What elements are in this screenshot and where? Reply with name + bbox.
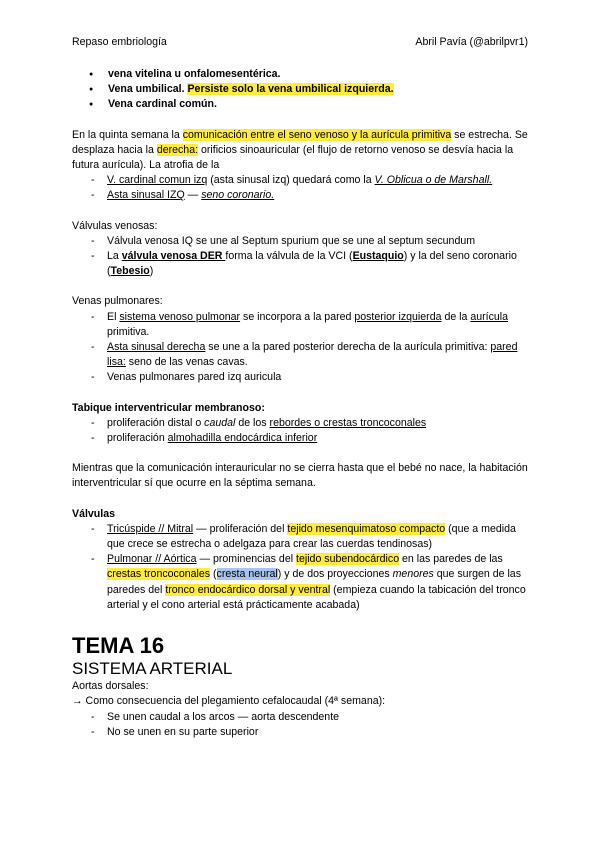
paragraph: En la quinta semana la comunicación entre el seno venoso y la aurícula primitiva se estrecha. Se desplaza hacia la derecha: orificios sinoauricular (el flujo de retorno venoso se desvía hacia la futura aurícula). La atrofia de la (72, 128, 528, 172)
top-bullet-list (72, 67, 532, 113)
list-item: - La válvula venosa DER forma la válvula de la VCI (Eustaquio) y la del seno coronario (Tebesio) (72, 249, 532, 279)
header-left: Repaso embriología (72, 36, 167, 48)
paragraph: Mientras que la comunicación interauricular no se cierra hasta que el bebé no nace, la habitación interventricular sí que ocurre en la séptima semana. (72, 462, 528, 490)
highlight: tronco endocárdico dorsal y ventral (165, 583, 331, 596)
list-item: - Asta sinusal derecha se une a la pared posterior derecha de la aurícula primitiva: pared lisa: seno de las venas cavas. (72, 340, 532, 370)
list-item: ● vena vitelina u onfalomesentérica. (72, 67, 532, 82)
list-item: - Se unen caudal a los arcos — aorta descendente (72, 710, 532, 725)
list-item: - proliferación distal o caudal de los rebordes o crestas troncoconales (72, 416, 532, 431)
list-item: ● Vena cardinal común. (72, 97, 532, 112)
list-item: - Pulmonar // Aórtica — prominencias del tejido subendocárdico en las paredes de las crestas troncoconales (cresta neural) y de dos proyecciones menores que surgen de las paredes del tronco endocárdico dorsal y ventral (empieza cuando la tabicación del tronco arterial y el cono arterial está prácticamente acabada) (72, 552, 532, 613)
list-item: - Tricúspide // Mitral — proliferación del tejido mesenquimatoso compacto (que a medida que crece se estrecha o adelgaza para crear las cuerdas tendinosas) (72, 522, 532, 552)
highlight-blue: cresta neural (216, 568, 278, 581)
chapter-subtitle: SISTEMA ARTERIAL (72, 659, 233, 679)
list-item: - No se unen en su parte superior (72, 725, 532, 740)
dash-list (72, 234, 532, 280)
highlight: tejido subendocárdico (296, 553, 400, 566)
line: Aortas dorsales: (72, 680, 149, 693)
page-header (72, 36, 528, 50)
dash-list (72, 710, 532, 740)
highlight: Persiste solo la vena umbilical izquierda. (187, 83, 394, 96)
dash-list (72, 310, 532, 386)
section-title: Tabique interventricular membranoso: (72, 401, 265, 414)
chapter-title: TEMA 16 (72, 633, 165, 659)
list-item: - V. cardinal comun izq (asta sinusal izq) quedará como la V. Oblicua o de Marshall. (72, 173, 532, 188)
dash-list (72, 522, 532, 613)
list-item: - Válvula venosa IQ se une al Septum spurium que se une al septum secundum (72, 234, 532, 249)
section-title: Venas pulmonares: (72, 295, 163, 308)
dash-list (72, 173, 532, 203)
list-item: ● Vena umbilical. Persiste solo la vena umbilical izquierda. (72, 82, 532, 97)
list-item: - Asta sinusal IZQ — seno coronario. (72, 188, 532, 203)
section-title: Válvulas venosas: (72, 219, 158, 232)
document-body (72, 67, 532, 740)
section-title: Válvulas (72, 507, 115, 520)
list-item: - El sistema venoso pulmonar se incorpora a la pared posterior izquierda de la aurícula primitiva. (72, 310, 532, 340)
highlight: comunicación entre el seno venoso y la aurícula primitiva (182, 128, 452, 141)
list-item: - proliferación almohadilla endocárdica inferior (72, 431, 532, 446)
highlight: crestas troncoconales (107, 568, 211, 581)
highlight: tejido mesenquimatoso compacto (287, 522, 446, 535)
dash-list (72, 416, 532, 446)
list-item: - Venas pulmonares pared izq auricula (72, 370, 532, 385)
header-right: Abril Pavía (@abrilpvr1) (415, 36, 528, 48)
line: → Como consecuencia del plegamiento cefalocaudal (4ª semana): (72, 695, 386, 708)
highlight: derecha: (156, 143, 199, 156)
